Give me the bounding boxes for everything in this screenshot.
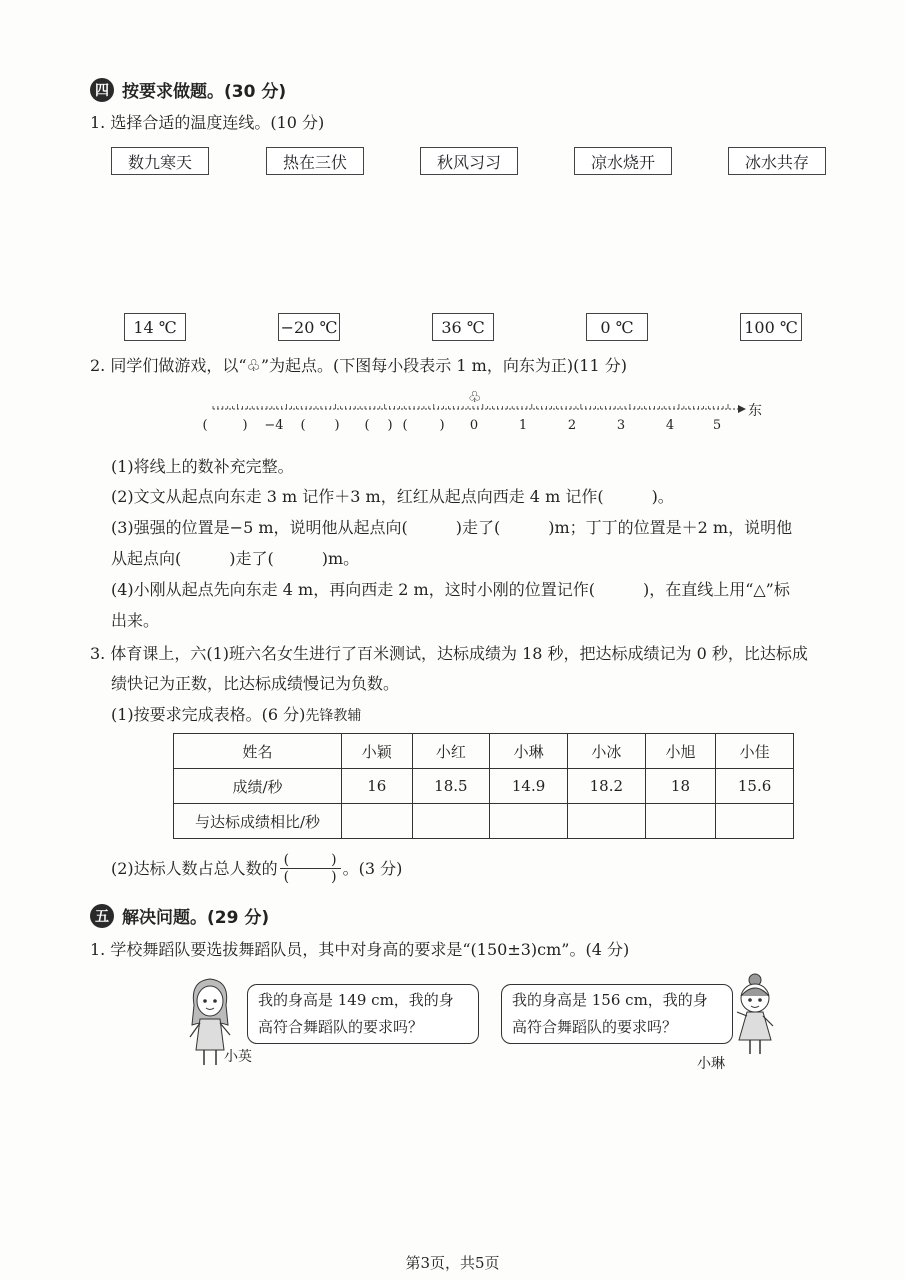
phrase-box-3[interactable]: 秋风习习 [420,147,518,175]
answer-cell[interactable] [412,804,490,839]
question-3-prompt-b: 绩快记为正数，比达标成绩慢记为负数。 [111,674,400,693]
number-line-label: ) [334,418,340,433]
table-header-name: 姓名 [174,734,342,769]
q2-sub-4a: (4)小刚从起点先向东走 4 m，再向西走 2 m，这时小刚的位置记作( )，在直线上用“△”标 [111,580,790,599]
q2-sub-3b: 从起点向( )走了( )m。 [111,549,360,568]
answer-cell[interactable] [716,804,794,839]
table-cell: 18.2 [567,769,645,804]
table-cell: 小琳 [490,734,568,769]
table-cell: 14.9 [490,769,568,804]
left-speech-bubble [247,984,479,1044]
table-cell: 18 [645,769,716,804]
q3-sub-2-post: 。(3 分) [342,858,403,878]
number-line-label: −4 [264,418,284,433]
section-4-badge: 四 [90,78,114,102]
number-line-label: ( [300,418,306,433]
girl-xiaolin-illustration [725,972,785,1057]
table-header-diff: 与达标成绩相比/秒 [174,804,342,839]
fraction-denominator[interactable]: ( ) [283,869,337,885]
number-line-label: 4 [665,418,675,433]
phrase-box-1[interactable]: 数九寒天 [111,147,209,175]
right-bubble-line-1: 我的身高是 156 cm，我的身 [512,991,708,1009]
q2-sub-4b: 出来。 [111,611,160,630]
section-5-badge: 五 [90,904,114,928]
score-table [173,733,794,839]
table-header-score: 成绩/秒 [174,769,342,804]
number-line [200,384,770,438]
temp-box-1[interactable]: 14 ℃ [124,313,186,341]
number-line-label: ) [439,418,445,433]
table-cell: 15.6 [716,769,794,804]
answer-cell[interactable] [342,804,413,839]
q2-sub-3a: (3)强强的位置是−5 m，说明他从起点向( )走了( )m；丁丁的位置是＋2 m，说明他 [111,518,793,537]
number-line-label: 5 [712,418,722,433]
section-5-title: 解决问题。(29 分) [122,908,270,928]
right-name: 小琳 [697,1056,725,1072]
question-5-1-prompt: 1. 学校舞蹈队要选拔舞蹈队员，其中对身高的要求是“(150±3)cm”。(4 分) [90,940,630,959]
table-row [174,804,794,839]
q2-sub-2: (2)文文从起点向东走 3 m 记作＋3 m，红红从起点向西走 4 m 记作( )。 [111,487,674,506]
phrase-box-2[interactable]: 热在三伏 [266,147,364,175]
table-cell: 16 [342,769,413,804]
phrase-box-4[interactable]: 凉水烧开 [574,147,672,175]
phrase-box-5[interactable]: 冰水共存 [728,147,826,175]
watermark-note: 先锋教辅 [305,708,362,724]
question-1-prompt: 1. 选择合适的温度连线。(10 分) [90,113,325,132]
question-2-prompt: 2. 同学们做游戏，以“♧”为起点。(下图每小段表示 1 m，向东为正)(11 分) [90,356,627,375]
left-bubble-line-1: 我的身高是 149 cm，我的身 [258,991,454,1009]
q3-sub-2 [111,852,402,885]
answer-cell[interactable] [645,804,716,839]
table-row [174,769,794,804]
q2-sub-1: (1)将线上的数补充完整。 [111,457,294,476]
left-name: 小英 [224,1049,252,1065]
section-5-header [90,903,269,928]
fraction-numerator[interactable]: ( ) [280,852,341,869]
section-4-header [90,77,286,102]
number-line-label: ( [402,418,408,433]
number-line-label: 1 [518,418,528,433]
section-4-title: 按要求做题。(30 分) [122,82,287,102]
page-footer: 第3页，共5页 [405,1254,500,1272]
table-cell: 小红 [412,734,490,769]
question-3-prompt-a: 3. 体育课上，六(1)班六名女生进行了百米测试，达标成绩为 18 秒，把达标成绩记为 0 秒，比达标成 [90,644,808,663]
table-cell: 小佳 [716,734,794,769]
table-row [174,734,794,769]
right-bubble-line-2: 高符合舞蹈队的要求吗？ [512,1018,678,1036]
fraction-blank[interactable] [280,852,341,885]
number-line-label: 3 [616,418,626,433]
table-cell: 小旭 [645,734,716,769]
temp-box-5[interactable]: 100 ℃ [740,313,802,341]
number-line-label: ) [387,418,393,433]
temp-box-4[interactable]: 0 ℃ [586,313,648,341]
number-line-label: 0 [469,418,479,433]
table-cell: 小冰 [567,734,645,769]
table-cell: 小颖 [342,734,413,769]
temp-box-2[interactable]: −20 ℃ [278,313,340,341]
number-line-label: 2 [567,418,577,433]
q3-sub-2-pre: (2)达标人数占总人数的 [111,858,278,878]
answer-cell[interactable] [567,804,645,839]
east-label: 东 [748,403,762,419]
number-line-arrow [738,405,746,413]
number-line-label: ( [364,418,370,433]
origin-marker-icon: ♧ [468,388,482,406]
number-line-label: ) [242,418,248,433]
number-line-label: ( [202,418,208,433]
table-cell: 18.5 [412,769,490,804]
answer-cell[interactable] [490,804,568,839]
q3-sub-1-text: (1)按要求完成表格。(6 分) [111,705,306,724]
q3-sub-1 [111,700,361,731]
right-speech-bubble [501,984,733,1044]
left-bubble-line-2: 高符合舞蹈队的要求吗？ [258,1018,424,1036]
temp-box-3[interactable]: 36 ℃ [432,313,494,341]
